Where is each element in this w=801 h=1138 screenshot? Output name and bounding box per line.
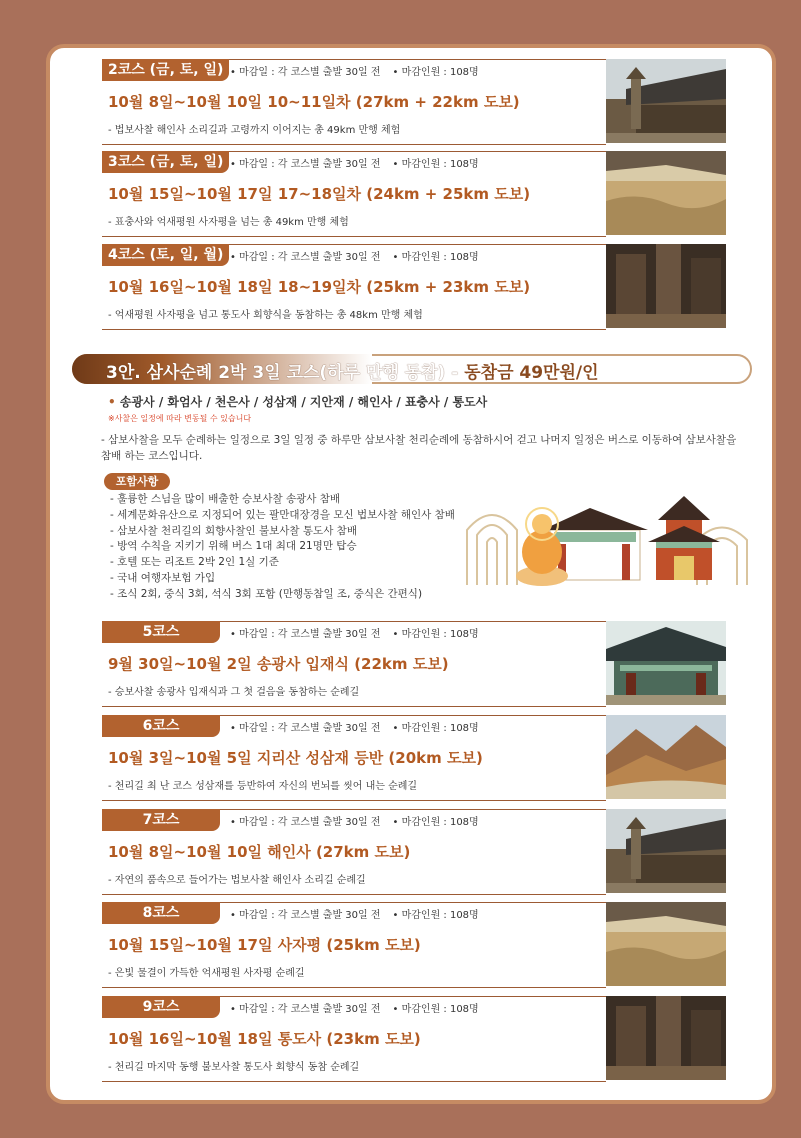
course-description: - 표충사와 억새평원 사자평을 넘는 총 49km 만행 체험 <box>108 217 349 228</box>
course-badge: 2코스 (금, 토, 일) <box>102 59 229 81</box>
course-card-9 <box>102 996 726 1082</box>
capacity-text: • 마감인원 : 108명 <box>392 67 479 78</box>
course-headline: 9월 30일~10월 2일 송광사 입재식 (22km 도보) <box>108 655 449 673</box>
course-headline: 10월 8일~10월 10일 10~11일차 (27km + 22km 도보) <box>108 93 520 111</box>
temple-green-photo <box>606 621 726 705</box>
included-item: - 훌륭한 스님을 많이 배출한 승보사찰 송광사 참배 <box>110 493 341 505</box>
deadline-text: • 마감일 : 각 코스별 출발 30일 전 <box>230 723 381 734</box>
temple-buddha-illustration <box>462 490 752 590</box>
capacity-text: • 마감인원 : 108명 <box>392 723 479 734</box>
included-item: - 국내 여행자보험 가입 <box>110 571 216 584</box>
course-meta <box>230 63 491 78</box>
included-item: - 조식 2회, 중식 3회, 석식 3회 포함 (만행동참일 조, 중식은 간편식) <box>110 587 423 600</box>
temple-interior-photo <box>606 244 726 328</box>
course-description: - 은빛 물결이 가득한 억새평원 사자평 순례길 <box>108 968 305 979</box>
course-badge: 9코스 <box>102 996 220 1018</box>
deadline-text: • 마감일 : 각 코스별 출발 30일 전 <box>230 910 381 921</box>
course-description: - 억새평원 사자평을 넘고 통도사 회향식을 동참하는 총 48km 만행 체험 <box>108 310 423 321</box>
notice-text: ※사찰은 일정에 따라 변동될 수 있습니다 <box>108 414 252 423</box>
bullet: • <box>108 395 120 409</box>
course-meta <box>230 248 491 263</box>
course-headline: 10월 3일~10월 5일 지리산 성삼재 등반 (20km 도보) <box>108 749 483 767</box>
divider <box>102 706 606 707</box>
section-title-price: 동참금 49만원/인 <box>464 363 599 383</box>
deadline-text: • 마감일 : 각 코스별 출발 30일 전 <box>230 67 381 78</box>
section-title-main: 3안. 삼사순례 2박 3일 코스(하루 만행 동참) - <box>106 363 465 383</box>
course-card-4 <box>102 244 726 330</box>
course-badge: 4코스 (토, 일, 월) <box>102 244 229 266</box>
course-meta <box>230 813 491 828</box>
course-card-3 <box>102 151 726 237</box>
temple-hall-photo <box>606 809 726 893</box>
temple-list <box>108 393 487 410</box>
divider <box>102 800 606 801</box>
course-headline: 10월 15일~10월 17일 사자평 (25km 도보) <box>108 936 421 954</box>
silver-grass-photo <box>606 902 726 986</box>
included-item: - 세계문화유산으로 지정되어 있는 팔만대장경을 모신 법보사찰 해인사 참배 <box>110 508 455 521</box>
divider <box>102 987 606 988</box>
included-badge: 포함사항 <box>104 473 170 490</box>
course-card-5 <box>102 621 726 707</box>
divider <box>102 329 606 330</box>
divider <box>102 144 606 145</box>
overview-text: - 삼보사찰을 모두 순례하는 일정으로 3일 일정 중 하루만 삼보사찰 천리순례에 동참하시어 걷고 나머지 일정은 버스로 이동하여 삼보사찰을 참배 하는 코스입니다. <box>101 434 737 462</box>
course-description: - 법보사찰 해인사 소리길과 고령까지 이어지는 총 49km 만행 체험 <box>108 125 401 136</box>
temple-hall-photo <box>606 59 726 143</box>
course-card-6 <box>102 715 726 801</box>
capacity-text: • 마감인원 : 108명 <box>392 252 479 263</box>
course-headline: 10월 15일~10월 17일 17~18일차 (24km + 25km 도보) <box>108 185 531 203</box>
course-meta <box>230 625 491 640</box>
deadline-text: • 마감일 : 각 코스별 출발 30일 전 <box>230 252 381 263</box>
course-badge: 3코스 (금, 토, 일) <box>102 151 229 173</box>
course-badge: 5코스 <box>102 621 220 643</box>
course-headline: 10월 16일~10월 18일 통도사 (23km 도보) <box>108 1030 421 1048</box>
course-description: - 승보사찰 송광사 입재식과 그 첫 걸음을 동참하는 순례길 <box>108 687 360 698</box>
course-card-8 <box>102 902 726 988</box>
silver-grass-photo <box>606 151 726 235</box>
deadline-text: • 마감일 : 각 코스별 출발 30일 전 <box>230 159 381 170</box>
included-item: - 삼보사찰 천리길의 회향사찰인 불보사찰 통도사 참배 <box>110 524 357 537</box>
deadline-text: • 마감일 : 각 코스별 출발 30일 전 <box>230 817 381 828</box>
course-description: - 천리길 최 난 코스 성삼재를 등반하여 자신의 번뇌를 씻어 내는 순례길 <box>108 781 418 792</box>
course-card-2 <box>102 59 726 145</box>
course-description: - 천리길 마지막 동행 불보사찰 통도사 회향식 동참 순례길 <box>108 1062 360 1073</box>
temple-interior-photo <box>606 996 726 1080</box>
course-meta <box>230 155 491 170</box>
included-list <box>110 492 455 603</box>
capacity-text: • 마감인원 : 108명 <box>392 159 479 170</box>
section-title <box>106 358 599 383</box>
course-card-7 <box>102 809 726 895</box>
course-description: - 자연의 품속으로 들어가는 법보사찰 해인사 소리길 순례길 <box>108 875 366 886</box>
course-badge: 7코스 <box>102 809 220 831</box>
course-meta <box>230 1000 491 1015</box>
deadline-text: • 마감일 : 각 코스별 출발 30일 전 <box>230 629 381 640</box>
divider <box>102 1081 606 1082</box>
included-item: - 호텔 또는 리조트 2박 2인 1실 기준 <box>110 556 279 569</box>
capacity-text: • 마감인원 : 108명 <box>392 910 479 921</box>
divider <box>102 894 606 895</box>
deadline-text: • 마감일 : 각 코스별 출발 30일 전 <box>230 1004 381 1015</box>
mountain-photo <box>606 715 726 799</box>
course-badge: 8코스 <box>102 902 220 924</box>
course-headline: 10월 8일~10월 10일 해인사 (27km 도보) <box>108 843 411 861</box>
course-badge: 6코스 <box>102 715 220 737</box>
capacity-text: • 마감인원 : 108명 <box>392 1004 479 1015</box>
temple-list-text: 송광사 / 화엄사 / 천은사 / 성삼재 / 지안재 / 해인사 / 표충사 / 통도사 <box>119 395 488 409</box>
course-meta <box>230 906 491 921</box>
capacity-text: • 마감인원 : 108명 <box>392 817 479 828</box>
course-headline: 10월 16일~10월 18일 18~19일차 (25km + 23km 도보) <box>108 278 531 296</box>
divider <box>102 236 606 237</box>
section-banner <box>72 354 752 384</box>
included-item: - 방역 수칙을 지키기 위해 버스 1대 최대 21명만 탑승 <box>110 540 357 553</box>
course-meta <box>230 719 491 734</box>
capacity-text: • 마감인원 : 108명 <box>392 629 479 640</box>
